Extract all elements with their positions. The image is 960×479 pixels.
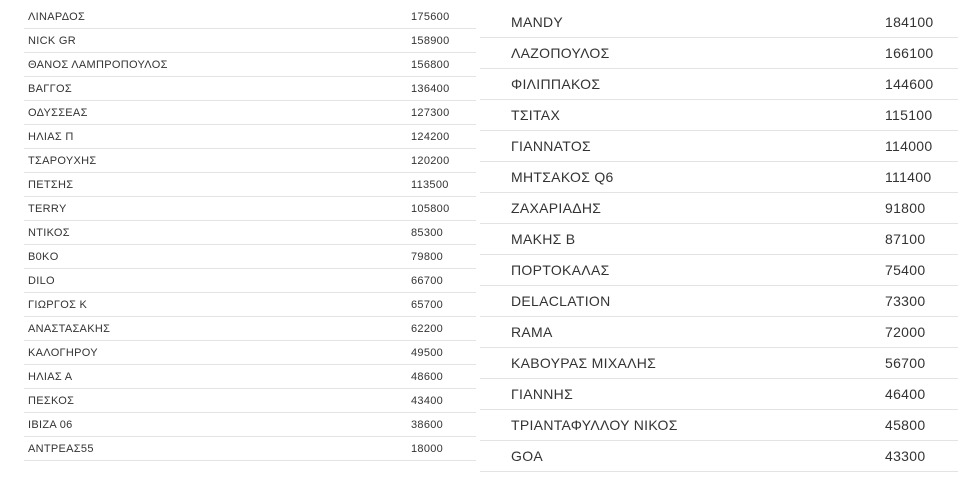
player-score: 120200 xyxy=(411,154,450,167)
player-score: 46400 xyxy=(885,386,926,402)
player-score: 72000 xyxy=(885,324,926,340)
player-name: ΓΙΑΝΝΑΤΟΣ xyxy=(511,138,592,154)
player-score: 175600 xyxy=(411,10,450,23)
player-score: 91800 xyxy=(885,200,926,216)
player-score: 124200 xyxy=(411,130,450,143)
player-name: ΚΑΒΟΥΡΑΣ ΜΙΧΑΛΗΣ xyxy=(511,355,657,371)
table-row xyxy=(24,245,476,269)
table-row xyxy=(24,389,476,413)
player-name: ΗΛΙΑΣ Α xyxy=(28,370,73,383)
player-name: ΤΣΑΡΟΥΧΗΣ xyxy=(28,154,97,167)
table-row xyxy=(24,149,476,173)
player-name: ΤΣΙΤΑΧ xyxy=(511,107,561,123)
table-row xyxy=(24,365,476,389)
table-row xyxy=(480,224,958,255)
player-name: ΑΝΑΣΤΑΣΑΚΗΣ xyxy=(28,322,111,335)
table-row xyxy=(480,410,958,441)
player-score: 114000 xyxy=(885,138,933,154)
player-name: ΠΟΡΤΟΚΑΛΑΣ xyxy=(511,262,610,278)
player-name: ΑΝΤΡΕΑΣ55 xyxy=(28,442,94,455)
table-row xyxy=(24,53,476,77)
table-row xyxy=(480,379,958,410)
player-score: 18000 xyxy=(411,442,444,455)
player-score: 79800 xyxy=(411,250,444,263)
player-name: TERRY xyxy=(28,202,67,215)
table-row xyxy=(480,38,958,69)
table-row xyxy=(480,69,958,100)
player-score: 85300 xyxy=(411,226,444,239)
player-score: 136400 xyxy=(411,82,450,95)
player-name: ΜΑΚΗΣ Β xyxy=(511,231,576,247)
table-row xyxy=(24,5,476,29)
player-name: ΦΙΛΙΠΠΑΚΟΣ xyxy=(511,76,601,92)
player-name: ΟΔΥΣΣΕΑΣ xyxy=(28,106,88,119)
player-name: B0KO xyxy=(28,250,59,263)
player-score: 73300 xyxy=(885,293,926,309)
player-score: 105800 xyxy=(411,202,450,215)
player-name: DILO xyxy=(28,274,55,287)
table-row xyxy=(24,29,476,53)
player-score: 75400 xyxy=(885,262,926,278)
player-score: 49500 xyxy=(411,346,444,359)
table-row xyxy=(480,131,958,162)
right-score-table xyxy=(480,7,958,472)
table-row xyxy=(24,293,476,317)
player-score: 113500 xyxy=(411,178,449,191)
player-score: 45800 xyxy=(885,417,926,433)
player-name: ΓΙΩΡΓΟΣ Κ xyxy=(28,298,88,311)
player-name: IBIZA 06 xyxy=(28,418,73,431)
table-row xyxy=(480,255,958,286)
player-name: ΛΑΖΟΠΟΥΛΟΣ xyxy=(511,45,610,61)
player-name: ΚΑΛΟΓΗΡΟΥ xyxy=(28,346,98,359)
table-row xyxy=(480,441,958,472)
player-name: ΛΙΝΑΡΔΟΣ xyxy=(28,10,86,23)
player-score: 43400 xyxy=(411,394,444,407)
table-row xyxy=(24,437,476,461)
table-row xyxy=(24,77,476,101)
table-row xyxy=(24,197,476,221)
table-row xyxy=(24,269,476,293)
table-row xyxy=(480,286,958,317)
player-name: DELACLATION xyxy=(511,293,611,309)
player-name: ΜΗΤΣΑΚΟΣ Q6 xyxy=(511,169,614,185)
player-score: 43300 xyxy=(885,448,926,464)
table-row xyxy=(480,348,958,379)
player-score: 56700 xyxy=(885,355,926,371)
player-score: 62200 xyxy=(411,322,444,335)
player-name: ΘΑΝΟΣ ΛΑΜΠΡΟΠΟΥΛΟΣ xyxy=(28,58,168,71)
player-score: 158900 xyxy=(411,34,450,47)
player-name: ΤΡΙΑΝΤΑΦΥΛΛΟΥ ΝΙΚΟΣ xyxy=(511,417,678,433)
player-name: ΓΙΑΝΝΗΣ xyxy=(511,386,574,402)
player-name: ΠΕΣΚΟΣ xyxy=(28,394,75,407)
player-name: ΝΤΙΚΟΣ xyxy=(28,226,70,239)
player-name: ΗΛΙΑΣ Π xyxy=(28,130,74,143)
player-name: GOA xyxy=(511,448,544,464)
player-score: 66700 xyxy=(411,274,444,287)
table-row xyxy=(24,101,476,125)
table-row xyxy=(24,125,476,149)
table-row xyxy=(24,413,476,437)
player-score: 166100 xyxy=(885,45,934,61)
player-name: RAMA xyxy=(511,324,553,340)
table-row xyxy=(480,317,958,348)
table-row xyxy=(24,221,476,245)
player-name: ΠΕΤΣΗΣ xyxy=(28,178,74,191)
player-score: 38600 xyxy=(411,418,444,431)
player-score: 111400 xyxy=(885,169,932,185)
table-row xyxy=(480,100,958,131)
left-score-table xyxy=(24,5,476,461)
player-score: 115100 xyxy=(885,107,933,123)
player-score: 156800 xyxy=(411,58,450,71)
player-score: 184100 xyxy=(885,14,934,30)
table-row xyxy=(480,7,958,38)
table-row xyxy=(24,173,476,197)
player-name: NICK GR xyxy=(28,34,76,47)
player-name: ΖΑΧΑΡΙΑΔΗΣ xyxy=(511,200,602,216)
player-score: 48600 xyxy=(411,370,444,383)
table-row xyxy=(24,341,476,365)
player-score: 127300 xyxy=(411,106,450,119)
player-score: 144600 xyxy=(885,76,934,92)
player-name: ΒΑΓΓΟΣ xyxy=(28,82,72,95)
table-row xyxy=(24,317,476,341)
table-row xyxy=(480,193,958,224)
player-name: MANDY xyxy=(511,14,564,30)
player-score: 65700 xyxy=(411,298,444,311)
table-row xyxy=(480,162,958,193)
player-score: 87100 xyxy=(885,231,926,247)
